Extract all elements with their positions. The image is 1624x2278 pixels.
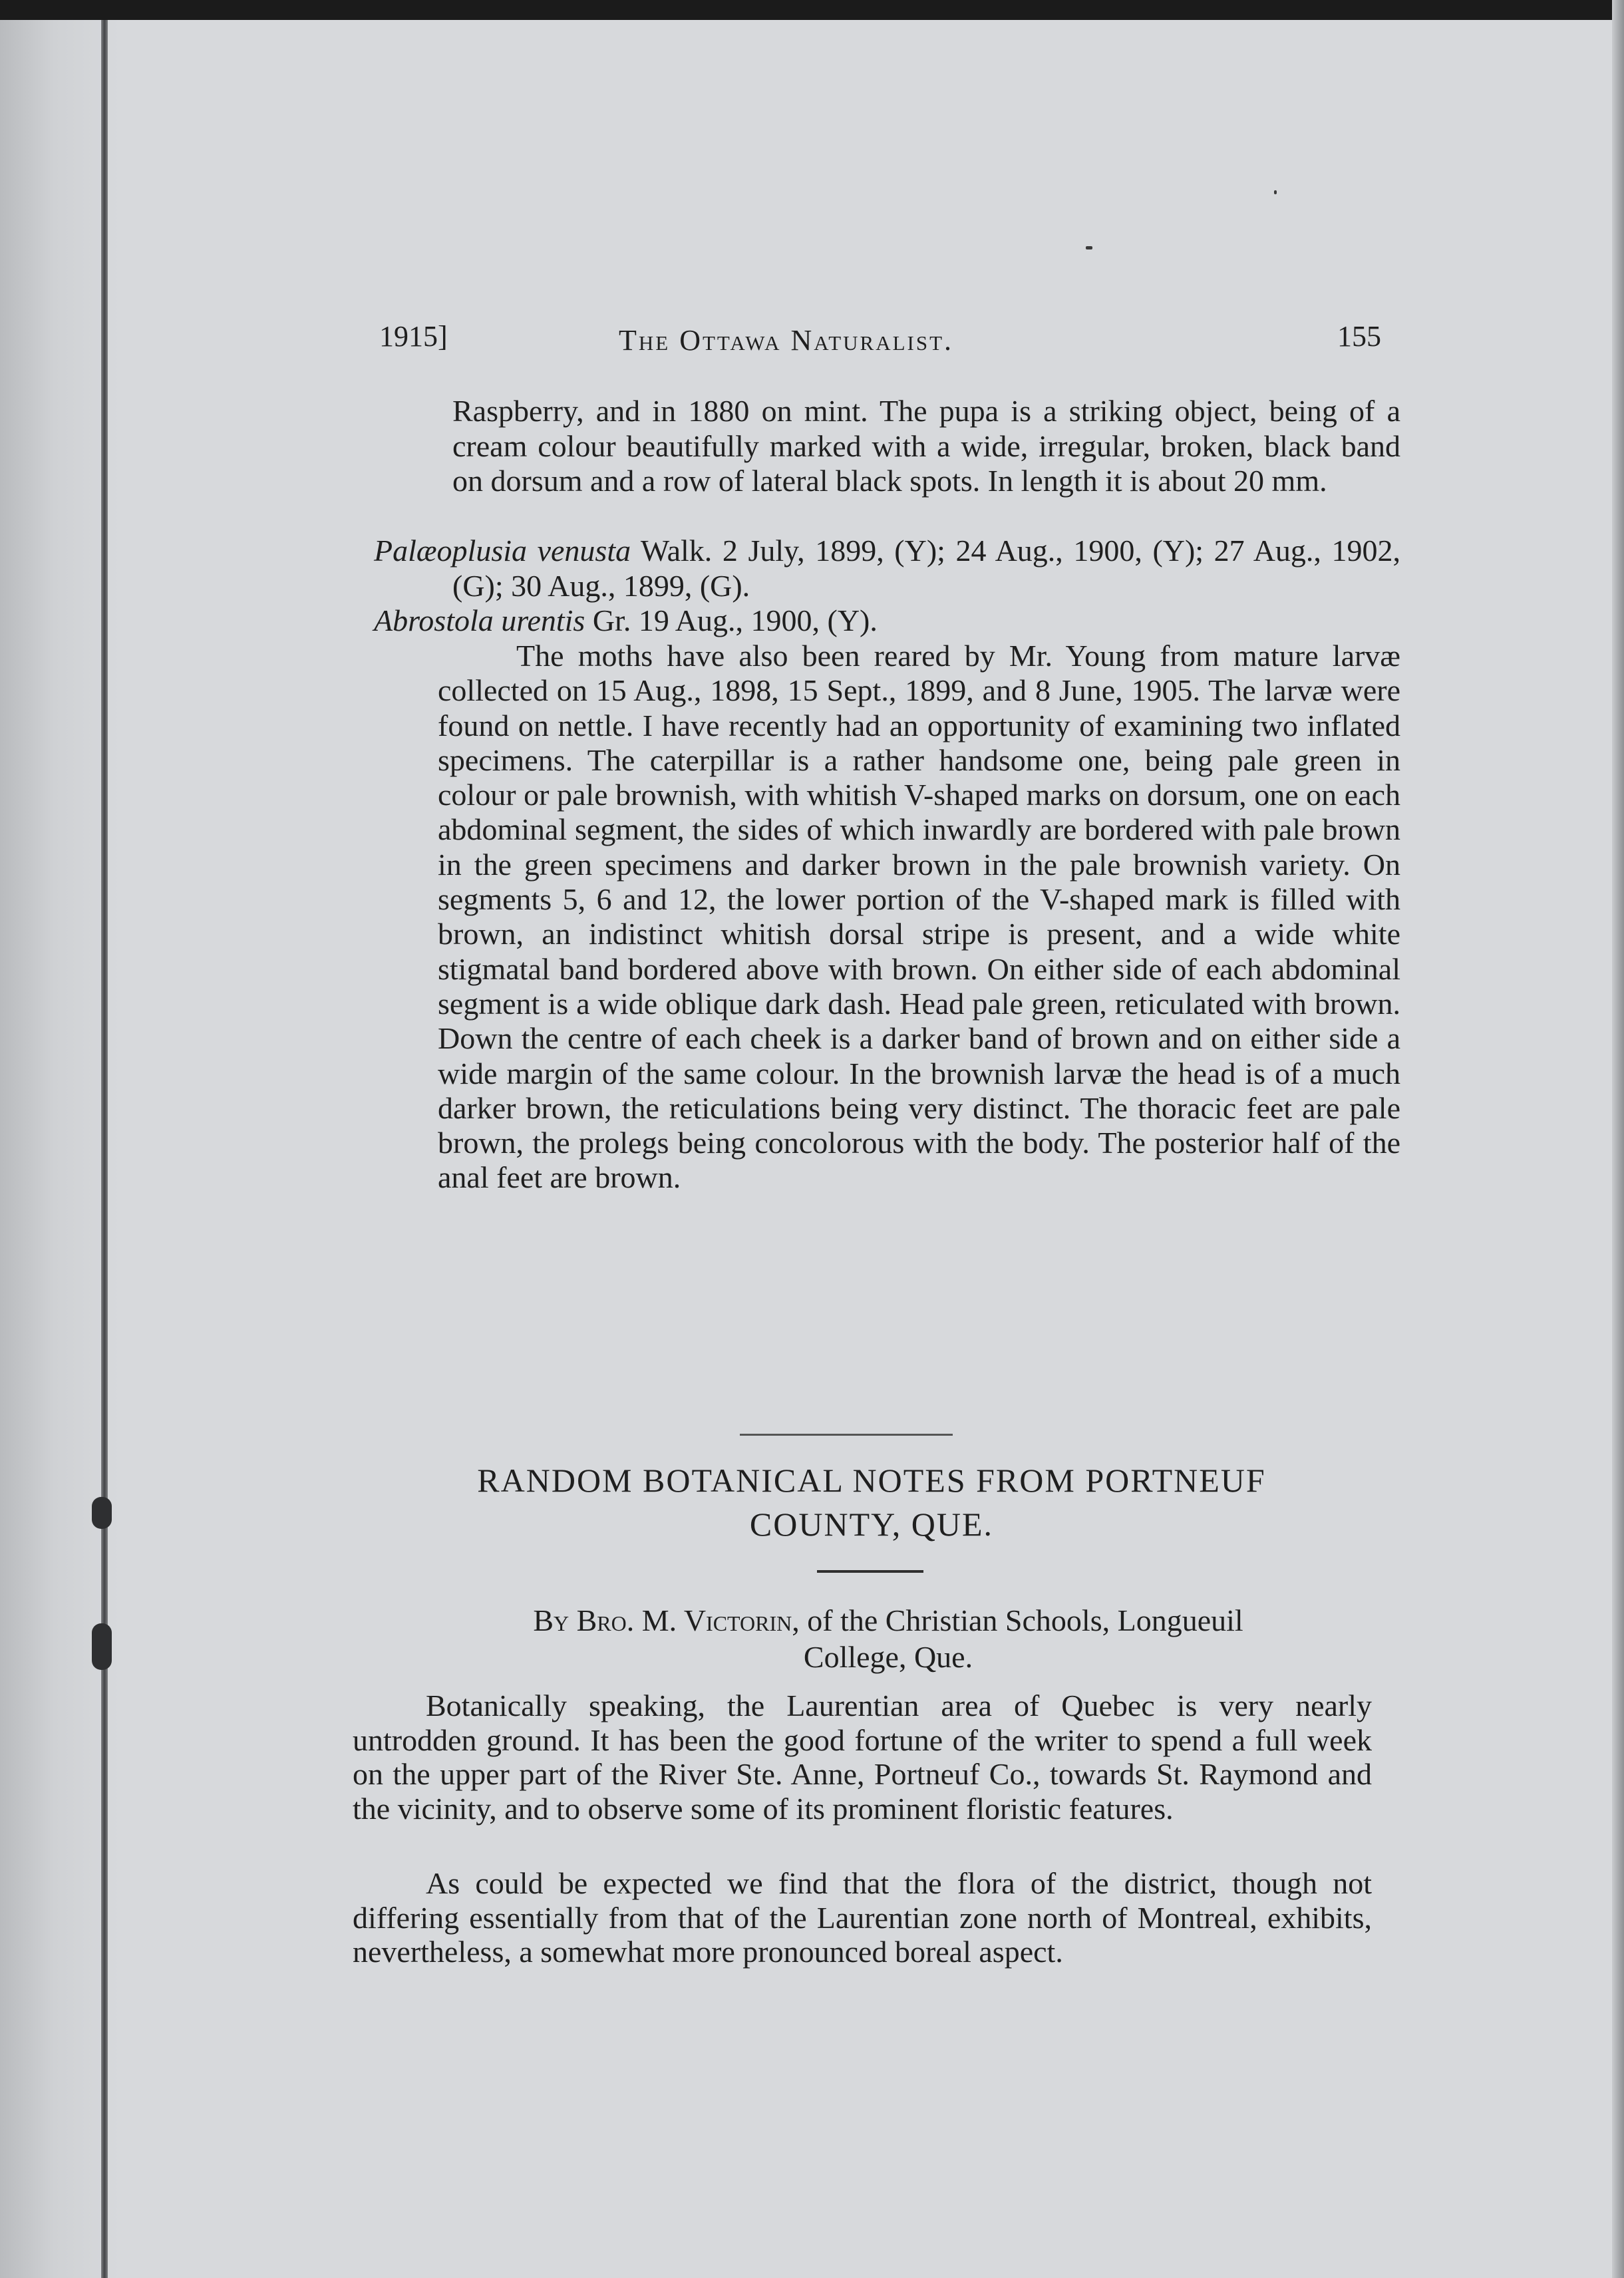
- article-title: [393, 1458, 1351, 1546]
- header-year: 1915]: [379, 320, 448, 353]
- binding-clip-mark: [92, 1623, 112, 1670]
- byline-affiliation: of the Christian Schools, Longueuil: [799, 1603, 1243, 1637]
- larva-description-paragraph: The moths have also been reared by Mr. Young from mature larvæ collected on 15 Aug., 1898, 15 Sept., 1899, and 8 June, 1905. The larvæ were found on nettle. I have recently had an opportunity of examining two inflated specimens. The caterpillar is a rather handsome one, being pale green in colour or pale brownish, with whitish V-shaped marks on dorsum, one on each abdominal segment, the sides of which inwardly are bordered with pale brown in the green specimens and darker brown in the pale brownish variety. On segments 5, 6 and 12, the lower portion of the V-shaped mark is filled with brown, an indistinct whitish dorsal stripe is present, and a wide white stigmatal band bordered above with brown. On either side of each abdominal segment is a wide oblique dark dash. Head pale green, reticulated with brown. Down the centre of each cheek is a darker band of brown and on either side a wide margin of the same colour. In the brownish larvæ the head is of a much darker brown, the reticulations being very distinct. The thoracic feet are pale brown, the prolegs being concolorous with the body. The posterior half of the anal feet are brown.: [438, 639, 1400, 1195]
- species-records: Walk. 2 July, 1899, (Y); 24 Aug., 1900, (Y); 27 Aug., 1902, (G); 30 Aug., 1899, (G).: [452, 534, 1400, 603]
- running-head: [353, 319, 1390, 366]
- book-page: [353, 319, 1400, 2062]
- title-divider: [817, 1570, 923, 1573]
- species-entry: [374, 603, 1400, 639]
- binding-clip-mark: [92, 1497, 112, 1529]
- page-binding-edge: [101, 20, 108, 2278]
- article-paragraph: Botanically speaking, the Laurentian area of Quebec is very nearly untrodden ground. It has been the good fortune of the writer to spend a full week on the upper part of the River Ste. Anne, Portneuf Co., towards St. Raymond and the vicinity, and to observe some of its prominent floristic features.: [353, 1689, 1372, 1826]
- article-paragraph: As could be expected we find that the flora of the district, though not differing essentially from that of the Laurentian zone north of Montreal, exhibits, nevertheless, a somewhat more pronounced boreal aspect.: [353, 1866, 1372, 1969]
- byline-by: By: [533, 1603, 569, 1637]
- continued-paragraph: Raspberry, and in 1880 on mint. The pupa is a striking object, being of a cream colour beautifully marked with a wide, irregular, broken, black band on dorsum and a row of lateral black spots. In length it is about 20 mm.: [452, 394, 1400, 498]
- species-name: Palæoplusia venusta: [374, 534, 631, 568]
- byline-affiliation-line: College, Que.: [803, 1640, 973, 1674]
- journal-title: The Ottawa Naturalist.: [619, 324, 954, 357]
- article-title-line: RANDOM BOTANICAL NOTES FROM PORTNEUF: [477, 1462, 1266, 1499]
- species-name: Abrostola urentis: [374, 603, 585, 637]
- section-divider: [740, 1434, 953, 1436]
- scan-top-border: [0, 0, 1624, 20]
- species-entry: [374, 534, 1400, 603]
- scan-speck: [1086, 246, 1092, 249]
- scan-right-edge: [1612, 0, 1624, 2278]
- page-number: 155: [1337, 320, 1381, 353]
- scan-speck: [1274, 190, 1277, 194]
- byline-author: Bro. M. Victorin,: [576, 1603, 800, 1637]
- article-byline: [393, 1602, 1384, 1675]
- article-title-line: COUNTY, QUE.: [749, 1506, 994, 1543]
- species-records: Gr. 19 Aug., 1900, (Y).: [585, 603, 878, 637]
